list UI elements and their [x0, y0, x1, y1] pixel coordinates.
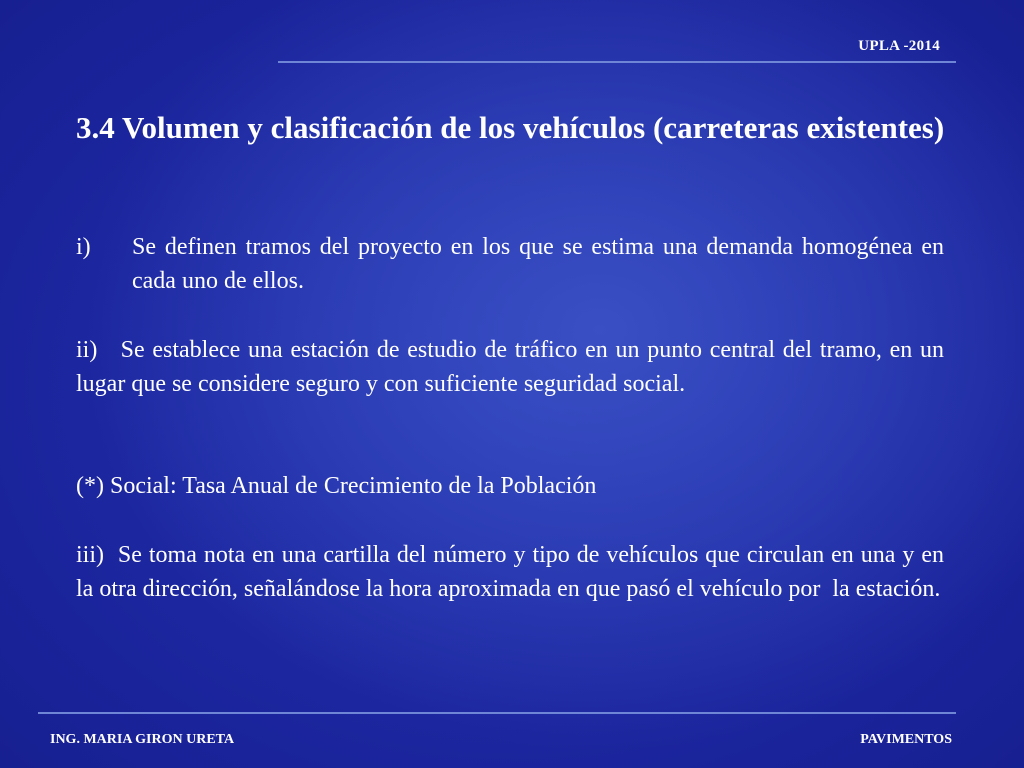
list-item-ii: ii) Se establece una estación de estudio de tráfico en un punto central del tramo, en un lugar que se considere seguro y con suficiente seguridad social. — [76, 337, 950, 397]
footer-divider — [38, 712, 956, 714]
footnote: (*) Social: Tasa Anual de Crecimiento de la Población — [76, 473, 597, 499]
list-item-text: Se definen tramos del proyecto en los que se estima una demanda homogénea en cada uno de ellos. — [132, 234, 944, 294]
list-item-iii: iii) Se toma nota en una cartilla del número y tipo de vehículos que circulan en una y en la otra dirección, señalándose la hora aproximada en que pasó el vehículo por la estación. — [76, 542, 950, 602]
list-item-i — [76, 230, 944, 298]
header-divider — [278, 61, 956, 63]
slide-title: 3.4 Volumen y clasificación de los vehículos (carreteras existentes) — [76, 110, 945, 145]
list-marker: i) — [76, 234, 91, 260]
footer-course: PAVIMENTOS — [860, 732, 952, 747]
footer-author: ING. MARIA GIRON URETA — [50, 732, 235, 747]
header-label: UPLA -2014 — [858, 38, 940, 54]
